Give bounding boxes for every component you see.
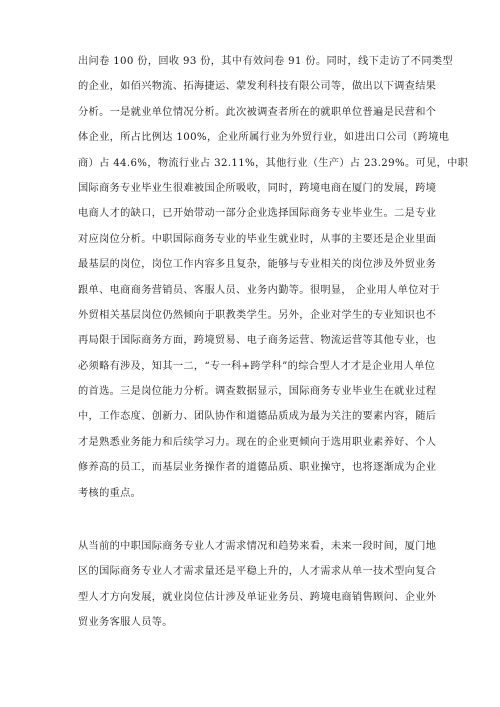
text-line: 再局限于国际商务方面，跨境贸易、电子商务运营、物流运营等其他专业，也 — [78, 335, 437, 347]
text-line: 的企业，如佰兴物流、拓海捷运、蒙发利科技有限公司等，做出以下调查结果 — [78, 81, 437, 93]
body-paragraph-2 — [78, 534, 437, 636]
text-line: 必须略有涉及，知其一二，“专一科+跨学科”的综合型人才才是企业用人单位 — [78, 360, 436, 372]
text-line: 从当前的中职国际商务专业人才需求情况和趋势来看，未来一段时间，厦门地 — [78, 541, 437, 552]
text-line: 电商人才的缺口，已开始带动一部分企业选择国际商务专业毕业生。二是专业 — [78, 208, 437, 220]
text-line: 修养高的员工，而基层业务操作者的道德品质、职业操守，也将逐渐成为企业 — [78, 462, 437, 474]
text-line: 考核的重点。 — [78, 487, 142, 499]
text-line: 对应岗位分析。中职国际商务专业的毕业生就业时，从事的主要还是企业里面 — [78, 233, 437, 245]
text-line: 的首选。三是岗位能力分析。调查数据显示，国际商务专业毕业生在就业过程 — [78, 386, 437, 398]
text-line: 型人才方向发展，就业岗位估计涉及单证业务员、跨境电商销售顾问、企业外 — [78, 591, 437, 603]
text-line: 区的国际商务专业人才需求量还是平稳上升的，人才需求从单一技术型向复合 — [78, 566, 437, 578]
text-line: 国际商务专业毕业生很难被国企所吸收，同时，跨境电商在厦门的发展，跨境 — [78, 182, 437, 194]
text-line: 跟单、电商商务营销员、客服人员、业务内勤等。很明显， 企业用人单位对于 — [78, 284, 440, 296]
text-line: 体企业，所占比例达 100%，企业所属行业为外贸行业，如进出口公司（跨境电 — [78, 132, 450, 144]
text-line: 才是熟悉业务能力和后续学习力。现在的企业更倾向于选用职业素养好、个人 — [78, 436, 437, 448]
text-line: 中，工作态度、创新力、团队协作和道德品质成为最为关注的要素内容，随后 — [78, 411, 437, 423]
body-paragraph-1 — [78, 49, 469, 506]
text-line: 最基层的岗位，岗位工作内容多且复杂，能够与专业相关的岗位涉及外贸业务 — [78, 259, 437, 271]
text-line: 出问卷 100 份，回收 93 份，其中有效问卷 91 份。同时，线下走访了不同类型 — [78, 56, 453, 67]
text-line: 贸业务客服人员等。 — [78, 617, 173, 629]
text-line: 外贸相关基层岗位仍然倾向于职教类学生。另外，企业对学生的专业知识也不 — [78, 309, 437, 321]
text-line: 分析。一是就业单位情况分析。此次被调查者所在的就职单位普遍是民营和个 — [78, 106, 437, 118]
text-line: 商）占 44.6%，物流行业占 32.11%，其他行业（生产）占 23.29%。可见，中职 — [78, 157, 469, 169]
